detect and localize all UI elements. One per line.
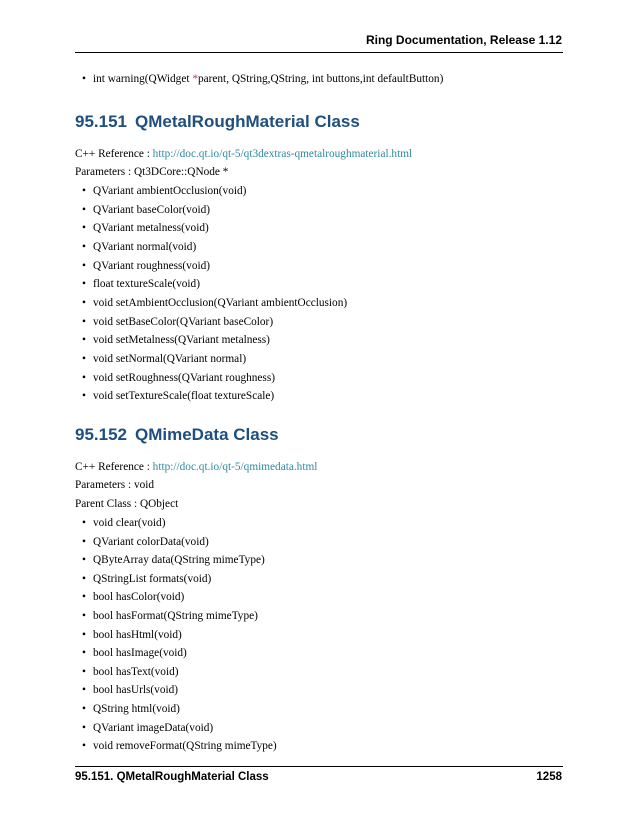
list-item: • bool hasText(void) <box>93 665 179 679</box>
list-item: • int warning(QWidget *parent, QString,QString, int buttons,int defaultButton) <box>93 72 443 86</box>
parameters: Parameters : Qt3DCore::QNode * <box>75 166 229 178</box>
list-item: • void setAmbientOcclusion(QVariant ambientOcclusion) <box>93 296 347 310</box>
page-number: 1258 <box>536 771 562 783</box>
list-item: • void clear(void) <box>93 516 165 530</box>
list-item: • QByteArray data(QString mimeType) <box>93 553 265 567</box>
list-item: • bool hasFormat(QString mimeType) <box>93 609 258 623</box>
list-item: • QVariant normal(void) <box>93 240 196 254</box>
cpp-reference: C++ Reference : http://doc.qt.io/qt-5/qt3dextras-qmetalroughmaterial.html <box>75 148 413 160</box>
list-item: • void setTextureScale(float textureScale) <box>93 389 274 403</box>
footer-rule <box>75 766 563 767</box>
list-item: • bool hasImage(void) <box>93 646 187 660</box>
header-rule <box>75 52 563 53</box>
reference-link[interactable]: http://doc.qt.io/qt-5/qt3dextras-qmetalroughmaterial.html <box>152 148 413 160</box>
list-item: • bool hasUrls(void) <box>93 683 178 697</box>
list-item: • void setMetalness(QVariant metalness) <box>93 333 270 347</box>
parent-class: Parent Class : QObject <box>75 498 179 510</box>
list-item: • void removeFormat(QString mimeType) <box>93 739 277 753</box>
list-item: • QStringList formats(void) <box>93 572 211 586</box>
list-item: • void setBaseColor(QVariant baseColor) <box>93 315 273 329</box>
list-item: • QVariant roughness(void) <box>93 259 210 273</box>
parameters: Parameters : void <box>75 479 155 491</box>
list-item: • bool hasColor(void) <box>93 590 184 604</box>
running-header: Ring Documentation, Release 1.12 <box>365 33 562 47</box>
list-item: • QVariant baseColor(void) <box>93 203 210 217</box>
list-item: • QVariant colorData(void) <box>93 535 209 549</box>
section-heading-qmetalroughmaterial: 95.151 QMetalRoughMaterial Class <box>75 112 360 131</box>
reference-link[interactable]: http://doc.qt.io/qt-5/qmimedata.html <box>152 461 318 473</box>
list-item: • QVariant ambientOcclusion(void) <box>93 184 246 198</box>
footer-section: 95.151. QMetalRoughMaterial Class <box>75 771 269 783</box>
list-item: • QVariant imageData(void) <box>93 721 213 735</box>
list-item: • QString html(void) <box>93 702 180 716</box>
list-item: • void setNormal(QVariant normal) <box>93 352 246 366</box>
list-item: • void setRoughness(QVariant roughness) <box>93 371 275 385</box>
list-item: • float textureScale(void) <box>93 277 200 291</box>
cpp-reference: C++ Reference : http://doc.qt.io/qt-5/qmimedata.html <box>75 461 318 473</box>
section-heading-qmimedata: 95.152 QMimeData Class <box>75 425 279 444</box>
list-item: • bool hasHtml(void) <box>93 628 182 642</box>
list-item: • QVariant metalness(void) <box>93 221 209 235</box>
